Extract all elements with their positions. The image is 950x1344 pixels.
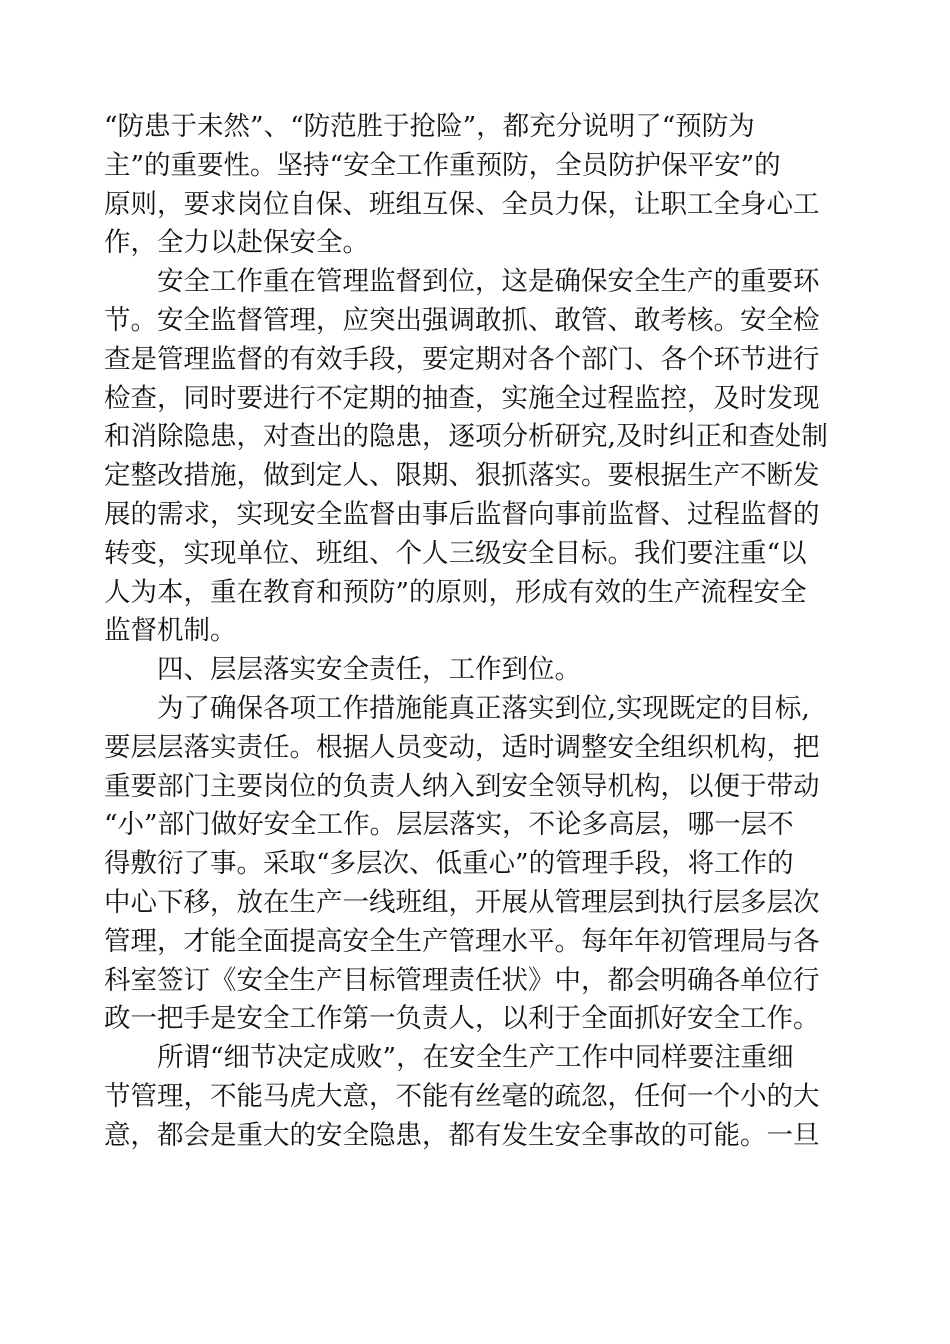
heading-line: 四、层层落实安全责任，工作到位。 bbox=[157, 654, 581, 686]
paragraph-line: 人为本，重在教育和预防”的原则，形成有效的生产流程安全 bbox=[104, 576, 807, 608]
paragraph-line: 安全工作重在管理监督到位，这是确保安全生产的重要环 bbox=[157, 266, 820, 298]
paragraph-line: 节。安全监督管理，应突出强调敢抓、敢管、敢考核。安全检 bbox=[104, 304, 820, 336]
paragraph-line: 节管理，不能马虎大意，不能有丝毫的疏忽，任何一个小的大 bbox=[104, 1080, 820, 1112]
paragraph-line: 中心下移，放在生产一线班组，开展从管理层到执行层多层次 bbox=[104, 886, 820, 918]
paragraph-line: 为了确保各项工作措施能真正落实到位,实现既定的目标, bbox=[157, 692, 810, 724]
paragraph-line: 原则，要求岗位自保、班组互保、全员力保，让职工全身心工 bbox=[104, 188, 820, 220]
paragraph-1 bbox=[104, 108, 848, 263]
paragraph-line: 定整改措施，做到定人、限期、狠抓落实。要根据生产不断发 bbox=[104, 460, 820, 492]
paragraph-4 bbox=[104, 1039, 848, 1155]
paragraph-line: 所谓“细节决定成败”，在安全生产工作中同样要注重细 bbox=[157, 1042, 794, 1074]
paragraph-line: 管理，才能全面提高安全生产管理水平。每年年初管理局与各 bbox=[104, 925, 820, 957]
paragraph-line: 展的需求，实现安全监督由事后监督向事前监督、过程监督的 bbox=[104, 498, 820, 530]
paragraph-line: 检查，同时要进行不定期的抽查，实施全过程监控，及时发现 bbox=[104, 382, 820, 414]
paragraph-line: 重要部门主要岗位的负责人纳入到安全领导机构，以便于带动 bbox=[104, 770, 820, 802]
document-body bbox=[104, 108, 848, 1156]
paragraph-line: 查是管理监督的有效手段，要定期对各个部门、各个环节进行 bbox=[104, 343, 820, 375]
paragraph-line: 转变，实现单位、班组、个人三级安全目标。我们要注重“以 bbox=[104, 537, 807, 569]
paragraph-line: 得敷衍了事。采取“多层次、低重心”的管理手段，将工作的 bbox=[104, 848, 794, 880]
paragraph-line: 政一把手是安全工作第一负责人，以利于全面抓好安全工作。 bbox=[104, 1003, 820, 1035]
paragraph-line: 监督机制。 bbox=[104, 615, 237, 647]
paragraph-3 bbox=[104, 690, 848, 1039]
paragraph-line: “防患于未然”、“防范胜于抢险”，都充分说明了“预防为 bbox=[104, 111, 755, 142]
paragraph-line: 作，全力以赴保安全。 bbox=[104, 227, 369, 259]
paragraph-line: 主”的重要性。坚持“安全工作重预防，全员防护保平安”的 bbox=[104, 149, 781, 181]
paragraph-line: “小”部门做好安全工作。层层落实，不论多高层，哪一层不 bbox=[104, 809, 794, 841]
paragraph-line: 科室签订《安全生产目标管理责任状》中，都会明确各单位行 bbox=[104, 964, 820, 996]
paragraph-line: 意，都会是重大的安全隐患，都有发生安全事故的可能。一旦 bbox=[104, 1119, 820, 1151]
paragraph-line: 要层层落实责任。根据人员变动，适时调整安全组织机构，把 bbox=[104, 731, 820, 763]
section-heading bbox=[104, 651, 848, 690]
paragraph-line: 和消除隐患，对查出的隐患，逐项分析研究,及时纠正和查处制 bbox=[104, 421, 828, 453]
paragraph-2 bbox=[104, 263, 848, 651]
